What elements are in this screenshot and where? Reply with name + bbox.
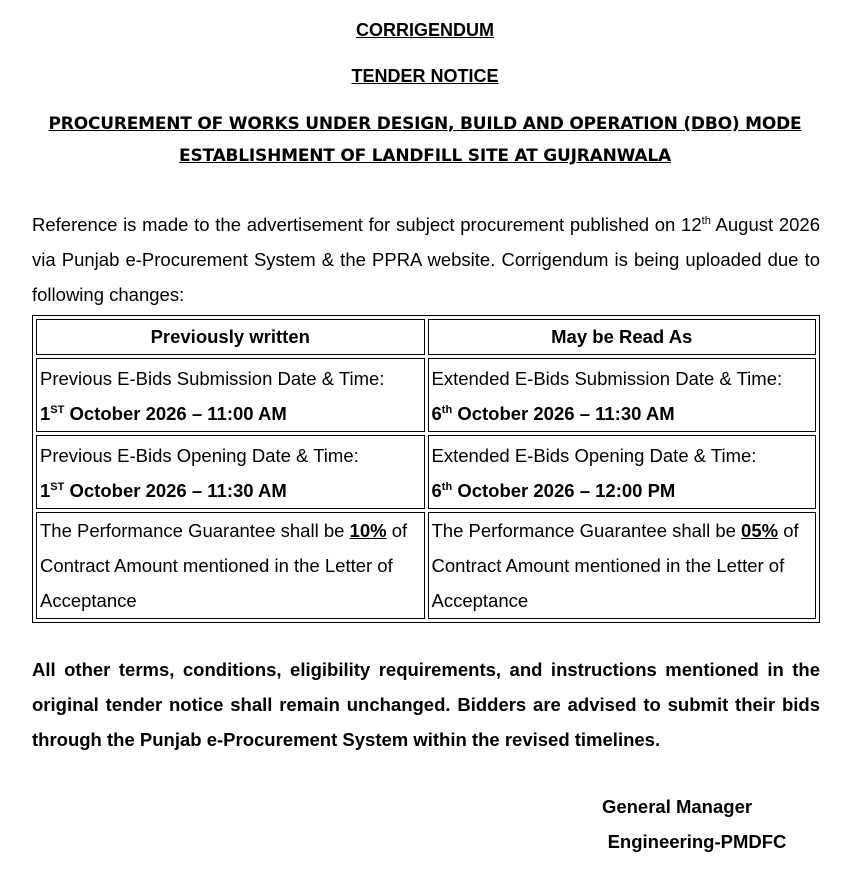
changes-table: [32, 315, 820, 623]
subject-line-2: ESTABLISHMENT OF LANDFILL SITE AT GUJRANWALA: [179, 146, 671, 166]
extended-submission-value: 6th October 2026 – 11:30 AM: [431, 403, 675, 424]
previous-opening-label: Previous E-Bids Opening Date & Time:: [40, 445, 359, 466]
previous-opening-cell: [36, 435, 425, 509]
revised-guarantee-cell: The Performance Guarantee shall be 05% of Contract Amount mentioned in the Letter of Acceptance: [428, 512, 817, 619]
tender-notice-heading: TENDER NOTICE: [351, 66, 499, 86]
reference-date-suffix: th: [701, 214, 711, 227]
previous-guarantee-cell: The Performance Guarantee shall be 10% of Contract Amount mentioned in the Letter of Acceptance: [36, 512, 425, 619]
header-may-be-read-as: May be Read As: [428, 319, 817, 355]
reference-text-start: Reference is made to the advertisement for subject procurement published on 12: [32, 214, 702, 235]
subject-line-1: PROCUREMENT OF WORKS UNDER DESIGN, BUILD AND OPERATION (DBO) MODE: [48, 114, 802, 134]
table-row-submission: [36, 358, 816, 432]
reference-text-end: August 2026 via Punjab e-Procurement System & the PPRA website. Corrigendum is being uploaded due to following changes:: [32, 214, 820, 305]
extended-opening-cell: [428, 435, 817, 509]
table-header-row: [36, 319, 816, 355]
previous-submission-value: 1ST October 2026 – 11:00 AM: [40, 403, 287, 424]
extended-opening-value: 6th October 2026 – 12:00 PM: [431, 480, 676, 501]
corrigendum-heading: CORRIGENDUM: [356, 20, 494, 40]
table-row-opening: [36, 435, 816, 509]
reference-paragraph: [32, 207, 820, 312]
previous-submission-label: Previous E-Bids Submission Date & Time:: [40, 368, 385, 389]
header-previously-written: Previously written: [36, 319, 425, 355]
revised-guarantee-percent: 05%: [741, 520, 779, 541]
signatory-department: Engineering-PMDFC: [607, 831, 787, 852]
extended-submission-cell: [428, 358, 817, 432]
previous-submission-cell: [36, 358, 425, 432]
table-row-guarantee: [36, 512, 816, 619]
previous-opening-value: 1ST October 2026 – 11:30 AM: [40, 480, 287, 501]
terms-paragraph: All other terms, conditions, eligibility requirements, and instructions mentioned in the original tender notice shall remain unchanged. Bidders are advised to submit their bids through the Punjab e-Procurement System within the revised timelines.: [32, 659, 820, 750]
extended-submission-label: Extended E-Bids Submission Date & Time:: [431, 368, 783, 389]
extended-opening-label: Extended E-Bids Opening Date & Time:: [431, 445, 757, 466]
previous-guarantee-percent: 10%: [349, 520, 387, 541]
signatory-title: General Manager: [601, 796, 753, 817]
